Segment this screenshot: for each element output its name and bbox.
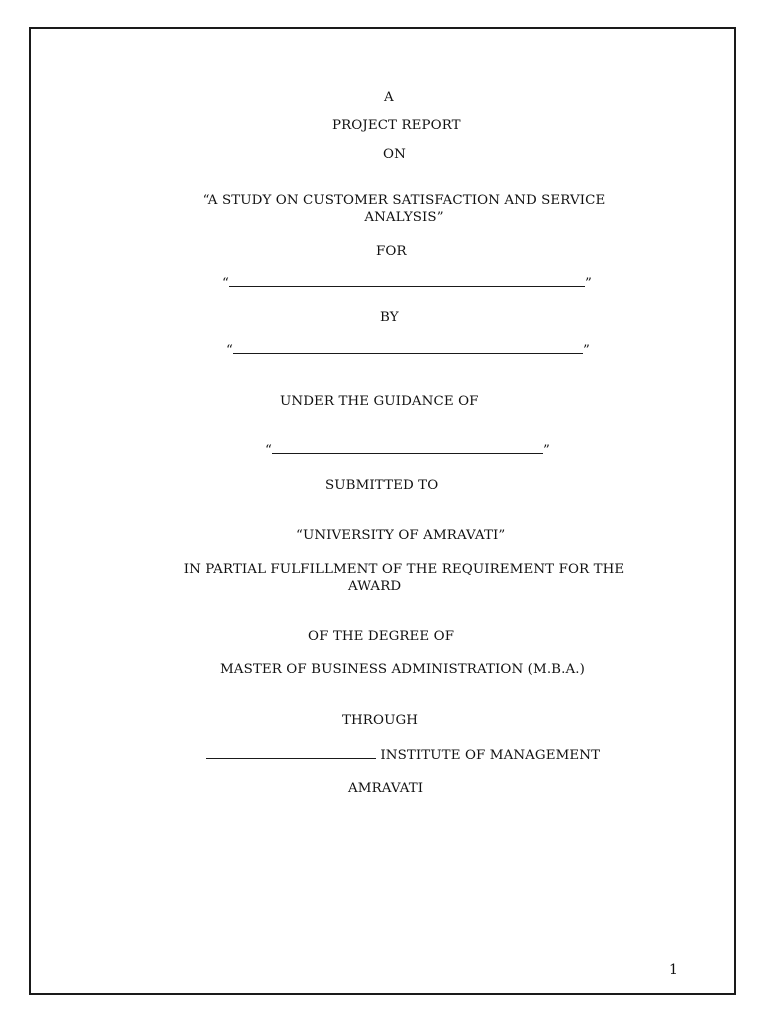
open-quote: “ (222, 276, 229, 291)
label-for: FOR (376, 244, 407, 259)
heading-on: ON (383, 147, 406, 162)
label-degree-of: OF THE DEGREE OF (308, 629, 455, 644)
label-by: BY (380, 310, 399, 325)
institute-underline (206, 746, 376, 759)
degree-name: MASTER OF BUSINESS ADMINISTRATION (M.B.A.) (220, 662, 585, 677)
open-quote: “ (265, 443, 272, 458)
partial-fulfillment-line-1: IN PARTIAL FULFILLMENT OF THE REQUIREMENT FOR THE (183, 562, 625, 577)
institute-line (206, 746, 600, 764)
university-name: “UNIVERSITY OF AMRAVATI” (296, 528, 506, 543)
close-quote: ” (584, 276, 592, 291)
guide-blank (265, 441, 550, 459)
guide-underline (272, 441, 543, 454)
institute-suffix: INSTITUTE OF MANAGEMENT (380, 748, 601, 763)
heading-a: A (384, 90, 394, 105)
label-submitted-to: SUBMITTED TO (325, 478, 439, 493)
open-quote: “ (226, 343, 233, 358)
organization-blank (222, 274, 592, 292)
label-through: THROUGH (342, 713, 419, 728)
page-border (29, 27, 736, 995)
label-under-guidance: UNDER THE GUIDANCE OF (280, 394, 479, 409)
partial-fulfillment-line-2: AWARD (348, 579, 402, 594)
author-underline (233, 341, 583, 354)
close-quote: ” (542, 443, 550, 458)
page-number: 1 (669, 962, 678, 978)
report-title-line-2: ANALYSIS” (364, 210, 444, 225)
city-name: AMRAVATI (348, 781, 424, 796)
close-quote: ” (582, 343, 590, 358)
heading-project-report: PROJECT REPORT (332, 118, 461, 133)
organization-underline (229, 274, 585, 287)
report-title-line-1: “A STUDY ON CUSTOMER SATISFACTION AND SERVICE (202, 193, 606, 208)
author-blank (226, 341, 590, 359)
